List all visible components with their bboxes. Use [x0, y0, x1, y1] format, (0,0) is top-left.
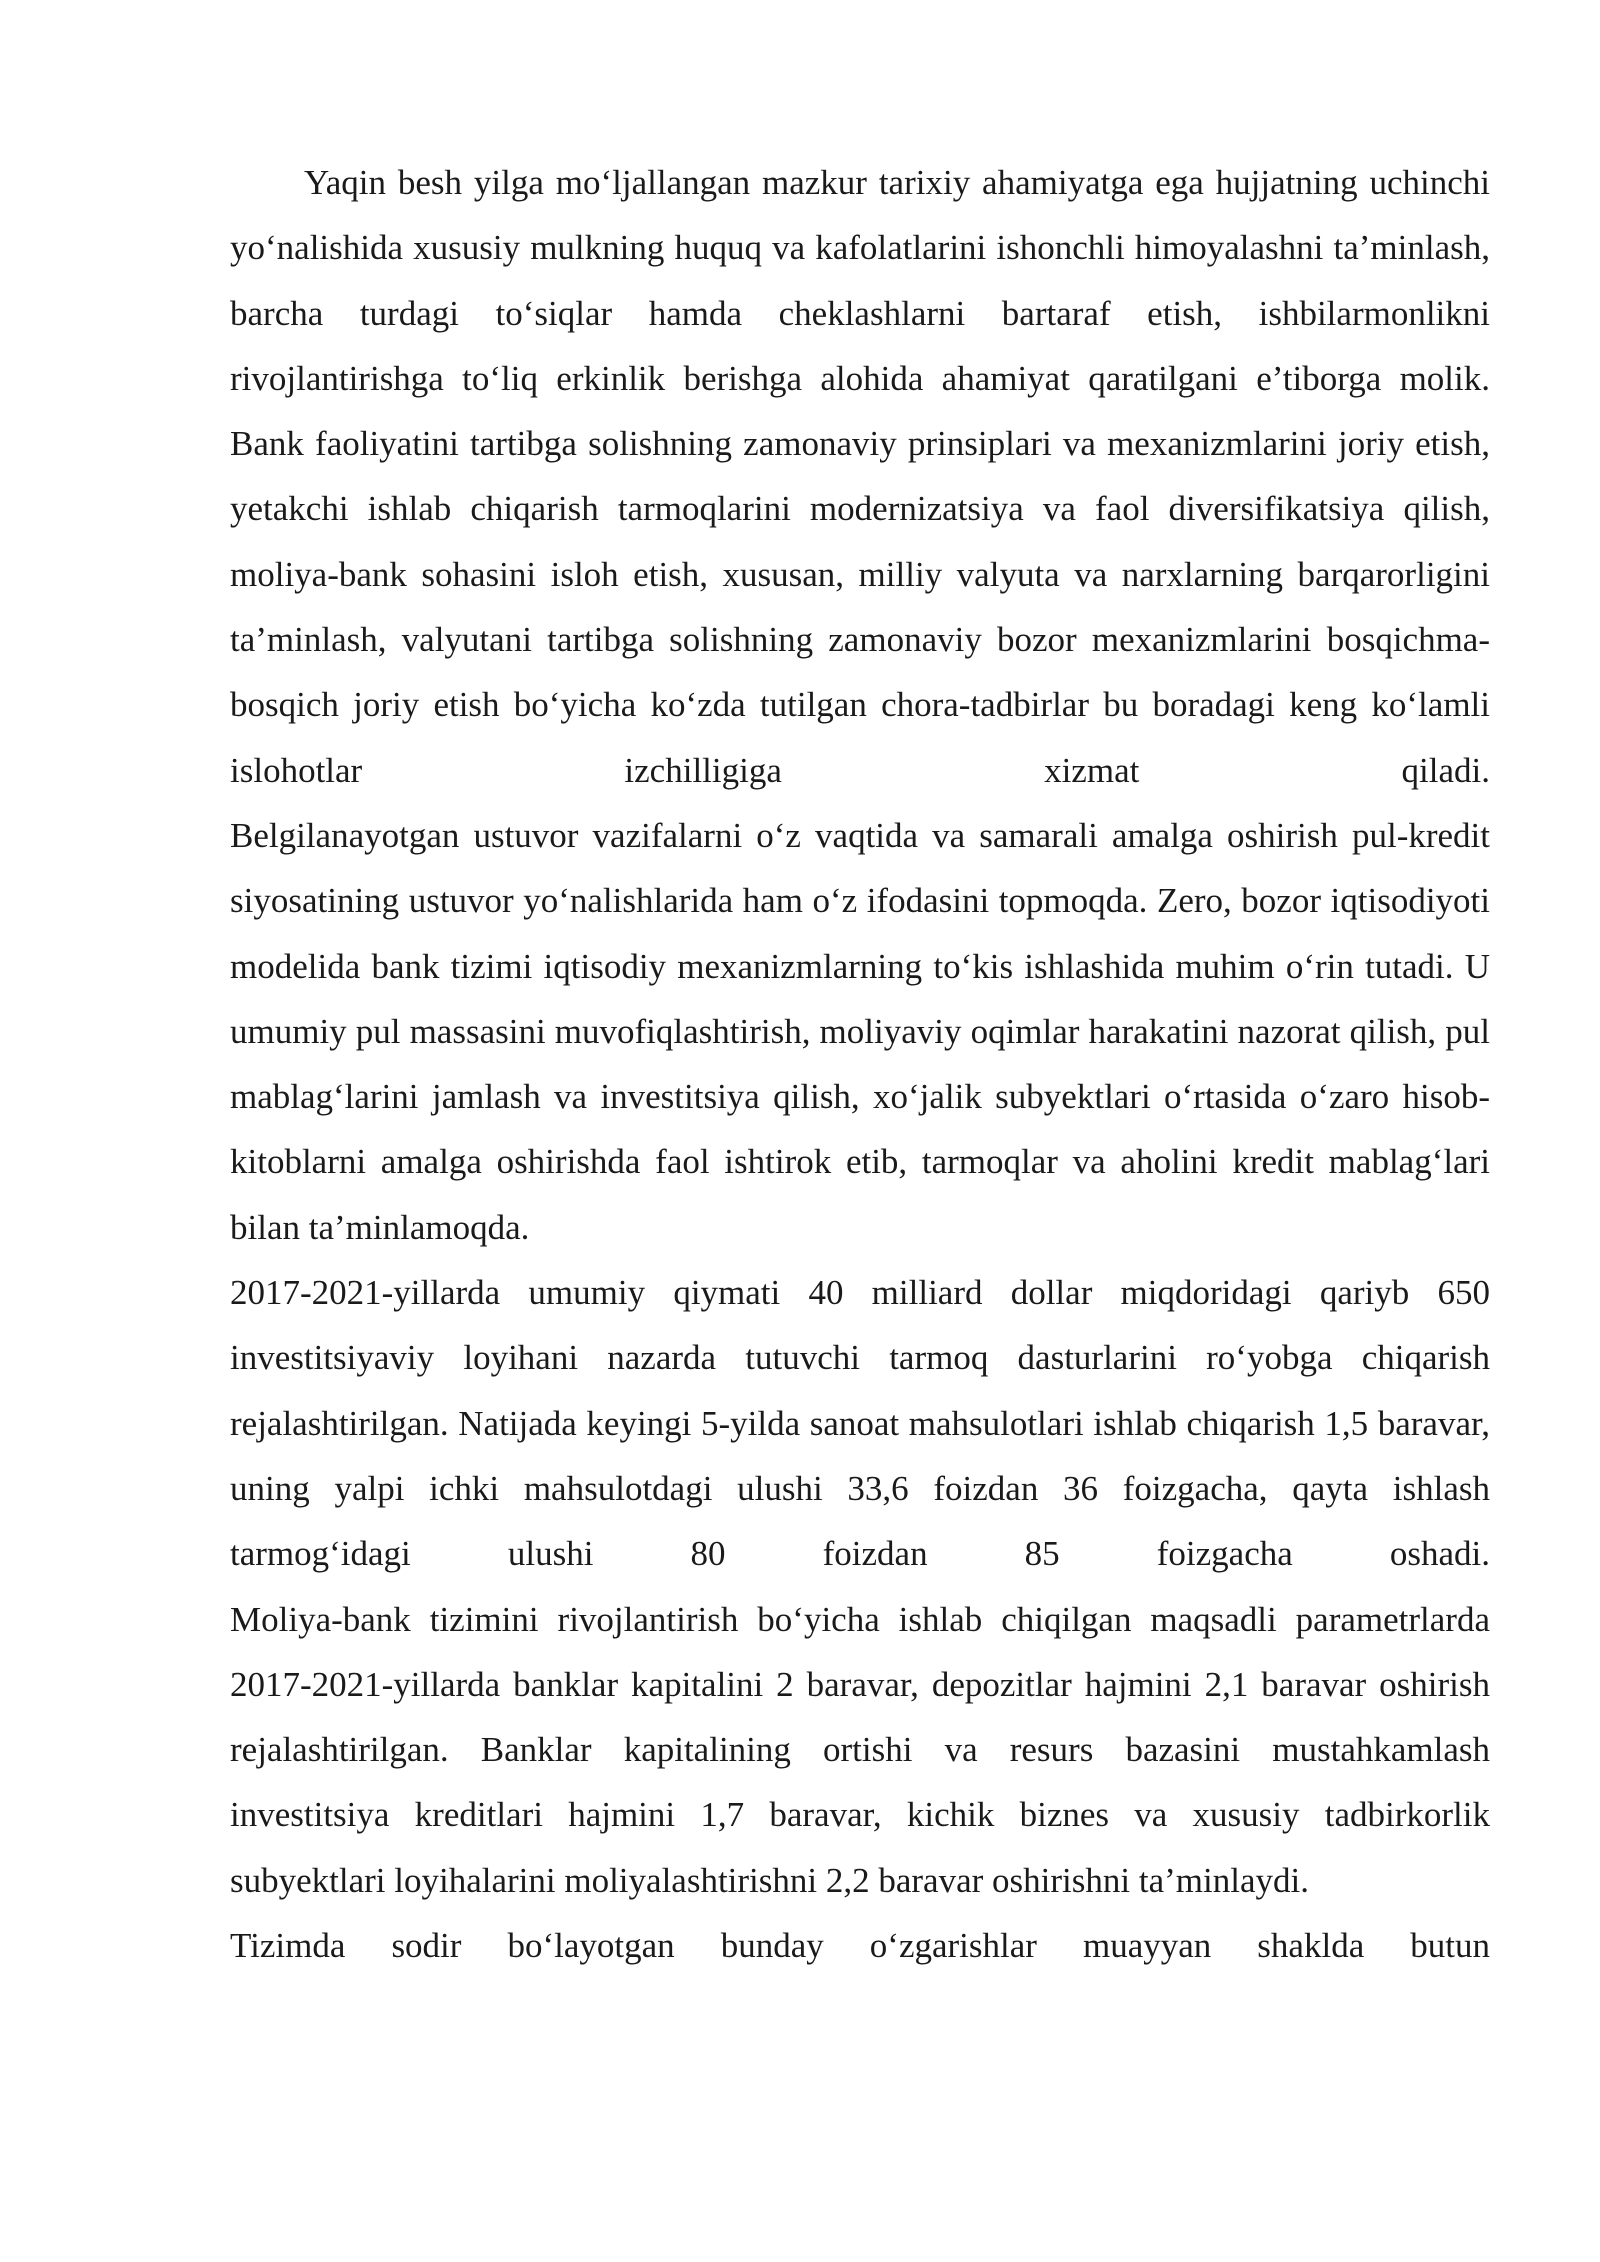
document-body [230, 150, 1490, 1978]
paragraph-1: Yaqin besh yilga mo‘ljallangan mazkur tarixiy ahamiyatga ega hujjatning uchinchi yo‘nalishida xususiy mulkning huquq va kafolatlarini ishonchli himoyalashni ta’minlash, barcha turdagi to‘siqlar hamda cheklashlarni bartaraf etish, ishbilarmonlikni rivojlantirishga to‘liq erkinlik berishga alohida ahamiyat qaratilgani e’tiborga molik. Bank faoliyatini tartibga solishning zamonaviy prinsiplari va mexanizmlarini joriy etish, yetakchi ishlab chiqarish tarmoqlarini modernizatsiya va faol diversifikatsiya qilish, moliya-bank sohasini isloh etish, xususan, milliy valyuta va narxlarning barqarorligini ta’minlash, valyutani tartibga solishning zamonaviy bozor mexanizmlarini bosqichma-bosqich joriy etish bo‘yicha ko‘zda tutilgan chora-tadbirlar bu boradagi keng ko‘lamli islohotlar izchilligiga xizmat qiladi. [230, 163, 1490, 790]
paragraph-5: Tizimda sodir bo‘layotgan bunday o‘zgarishlar muayyan shaklda butun [230, 1926, 1490, 1966]
paragraph-2: Belgilanayotgan ustuvor vazifalarni o‘z vaqtida va samarali amalga oshirish pul-kredit siyosatining ustuvor yo‘nalishlarida ham o‘z ifodasini topmoqda. Zero, bozor iqtisodiyoti modelida bank tizimi iqtisodiy mexanizmlarning to‘kis ishlashida muhim o‘rin tutadi. U umumiy pul massasini muvofiqlashtirish, moliyaviy oqimlar harakatini nazorat qilish, pul mablag‘larini jamlash va investitsiya qilish, xo‘jalik subyektlari o‘rtasida o‘zaro hisob-kitoblarni amalga oshirishda faol ishtirok etib, tarmoqlar va aholini kredit mablag‘lari bilan ta’minlamoqda. [230, 815, 1490, 1247]
paragraph-4: Moliya-bank tizimini rivojlantirish bo‘yicha ishlab chiqilgan maqsadli parametrlarda 2017-2021-yillarda banklar kapitalini 2 baravar, depozitlar hajmini 2,1 baravar oshirish rejalashtirilgan. Banklar kapitalining ortishi va resurs bazasini mustahkamlash investitsiya kreditlari hajmini 1,7 baravar, kichik biznes va xususiy tadbirkorlik subyektlari loyihalarini moliyalashtirishni 2,2 baravar oshirishni ta’minlaydi. [230, 1599, 1490, 1900]
paragraph-3: 2017-2021-yillarda umumiy qiymati 40 milliard dollar miqdoridagi qariyb 650 investitsiyaviy loyihani nazarda tutuvchi tarmoq dasturlarini ro‘yobga chiqarish rejalashtirilgan. Natijada keyingi 5-yilda sanoat mahsulotlari ishlab chiqarish 1,5 baravar, uning yalpi ichki mahsulotdagi ulushi 33,6 foizdan 36 foizgacha, qayta ishlash tarmog‘idagi ulushi 80 foizdan 85 foizgacha oshadi. [230, 1273, 1490, 1574]
